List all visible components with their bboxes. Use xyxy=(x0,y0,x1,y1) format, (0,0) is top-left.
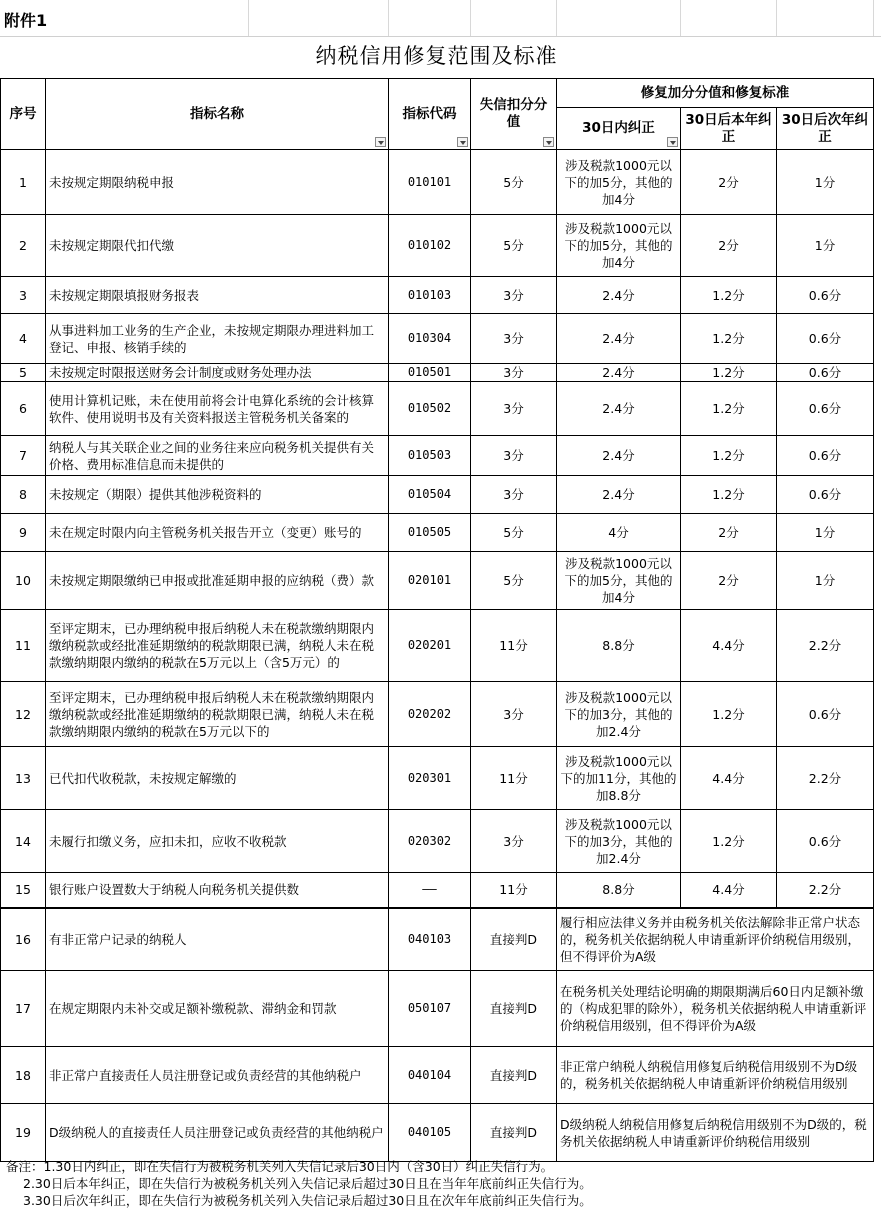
row-after30-same-year: 1.2分 xyxy=(681,436,777,476)
header-deduct-text: 失信扣分分值 xyxy=(479,97,548,130)
table-row xyxy=(1,610,874,682)
row-after30-next-year: 1分 xyxy=(777,215,874,277)
row-indicator-code: 010504 xyxy=(389,476,471,514)
row-after30-same-year: 1.2分 xyxy=(681,476,777,514)
row-seq: 2 xyxy=(1,215,46,277)
filter-dropdown-icon[interactable] xyxy=(457,137,468,147)
table-row xyxy=(1,552,874,610)
table-row xyxy=(1,314,874,364)
row-deduct-score: 3分 xyxy=(471,682,557,747)
row-deduct-score: 3分 xyxy=(471,476,557,514)
table-row xyxy=(1,150,874,215)
row-after30-same-year: 1.2分 xyxy=(681,364,777,382)
notes xyxy=(6,1158,592,1209)
row-repair-standard: D级纳税人纳税信用修复后纳税信用级别不为D级的，税务机关依据纳税人申请重新评价纳税信用级别 xyxy=(557,1104,874,1162)
row-seq: 13 xyxy=(1,747,46,810)
note-line: 3.30日后次年纠正，即在失信行为被税务机关列入失信记录后超过30日且在次年年底前纠正失信行为。 xyxy=(23,1193,592,1208)
note-line: 备注：1.30日内纠正，即在失信行为被税务机关列入失信记录后30日内（含30日）纠正失信行为。 xyxy=(6,1159,554,1174)
row-indicator-code: —— xyxy=(389,873,471,908)
row-within30: 2.4分 xyxy=(557,476,681,514)
row-indicator-code: 020302 xyxy=(389,810,471,873)
row-indicator-name: 在规定期限内未补交或足额补缴税款、滞纳金和罚款 xyxy=(46,971,389,1047)
row-indicator-name: 未按规定（期限）提供其他涉税资料的 xyxy=(46,476,389,514)
row-indicator-code: 050107 xyxy=(389,971,471,1047)
header-deduct xyxy=(471,79,557,150)
row-after30-same-year: 2分 xyxy=(681,150,777,215)
row-after30-same-year: 2分 xyxy=(681,215,777,277)
row-after30-same-year: 2分 xyxy=(681,552,777,610)
row-seq: 5 xyxy=(1,364,46,382)
row-deduct-score: 直接判D xyxy=(471,1047,557,1104)
row-after30-same-year: 4.4分 xyxy=(681,873,777,908)
row-seq: 8 xyxy=(1,476,46,514)
table-row xyxy=(1,382,874,436)
row-seq: 9 xyxy=(1,514,46,552)
table-row xyxy=(1,1104,874,1162)
table-row xyxy=(1,873,874,908)
row-after30-same-year: 4.4分 xyxy=(681,747,777,810)
sheet-cell xyxy=(556,0,681,36)
table-row xyxy=(1,682,874,747)
row-after30-next-year: 2.2分 xyxy=(777,873,874,908)
row-indicator-code: 020301 xyxy=(389,747,471,810)
row-repair-standard: 在税务机关处理结论明确的期限期满后60日内足额补缴的（构成犯罪的除外），税务机关依据纳税人申请重新评价纳税信用级别，但不得评价为A级 xyxy=(557,971,874,1047)
row-seq: 3 xyxy=(1,277,46,314)
row-after30-same-year: 4.4分 xyxy=(681,610,777,682)
row-after30-same-year: 1.2分 xyxy=(681,382,777,436)
row-deduct-score: 直接判D xyxy=(471,971,557,1047)
row-deduct-score: 5分 xyxy=(471,552,557,610)
row-within30: 2.4分 xyxy=(557,382,681,436)
row-after30-same-year: 1.2分 xyxy=(681,277,777,314)
header-code-text: 指标代码 xyxy=(402,105,457,122)
row-after30-next-year: 0.6分 xyxy=(777,364,874,382)
row-indicator-code: 040105 xyxy=(389,1104,471,1162)
header-seq: 序号 xyxy=(1,79,46,150)
row-seq: 12 xyxy=(1,682,46,747)
row-within30: 2.4分 xyxy=(557,277,681,314)
row-seq: 16 xyxy=(1,908,46,971)
row-within30: 2.4分 xyxy=(557,436,681,476)
filter-dropdown-icon[interactable] xyxy=(375,137,386,147)
row-seq: 11 xyxy=(1,610,46,682)
filter-dropdown-icon[interactable] xyxy=(667,137,678,147)
row-seq: 14 xyxy=(1,810,46,873)
row-after30-next-year: 2.2分 xyxy=(777,747,874,810)
row-indicator-code: 010304 xyxy=(389,314,471,364)
row-within30: 4分 xyxy=(557,514,681,552)
header-after30-same-year: 30日后本年纠正 xyxy=(681,108,777,150)
table-row xyxy=(1,747,874,810)
table-row xyxy=(1,1047,874,1104)
row-after30-next-year: 0.6分 xyxy=(777,682,874,747)
row-seq: 18 xyxy=(1,1047,46,1104)
header-after30-next-year: 30日后次年纠正 xyxy=(777,108,874,150)
table-row xyxy=(1,436,874,476)
row-indicator-code: 010501 xyxy=(389,364,471,382)
row-deduct-score: 直接判D xyxy=(471,908,557,971)
row-after30-same-year: 1.2分 xyxy=(681,314,777,364)
sheet-cell xyxy=(680,0,777,36)
sheet-cell xyxy=(388,0,471,36)
row-indicator-name: 已代扣代收税款，未按规定解缴的 xyxy=(46,747,389,810)
row-indicator-code: 010101 xyxy=(389,150,471,215)
row-indicator-code: 020101 xyxy=(389,552,471,610)
row-after30-next-year: 2.2分 xyxy=(777,610,874,682)
row-deduct-score: 3分 xyxy=(471,364,557,382)
note-line: 2.30日后本年纠正，即在失信行为被税务机关列入失信记录后超过30日且在当年年底前纠正失信行为。 xyxy=(23,1176,592,1191)
header-within30-text: 30日内纠正 xyxy=(582,120,655,136)
row-seq: 1 xyxy=(1,150,46,215)
row-after30-same-year: 1.2分 xyxy=(681,682,777,747)
header-within30 xyxy=(557,108,681,150)
table-row xyxy=(1,277,874,314)
row-within30: 涉及税款1000元以下的加11分，其他的加8.8分 xyxy=(557,747,681,810)
row-indicator-name: 银行账户设置数大于纳税人向税务机关提供数 xyxy=(46,873,389,908)
row-within30: 8.8分 xyxy=(557,873,681,908)
row-indicator-name: D级纳税人的直接责任人员注册登记或负责经营的其他纳税户 xyxy=(46,1104,389,1162)
row-deduct-score: 11分 xyxy=(471,747,557,810)
row-indicator-code: 040103 xyxy=(389,908,471,971)
sheet-cell xyxy=(776,0,874,36)
row-within30: 2.4分 xyxy=(557,314,681,364)
table-row xyxy=(1,908,874,971)
row-indicator-code: 010502 xyxy=(389,382,471,436)
table-row xyxy=(1,476,874,514)
row-seq: 19 xyxy=(1,1104,46,1162)
row-repair-standard: 非正常户纳税人纳税信用修复后纳税信用级别不为D级的，税务机关依据纳税人申请重新评价纳税信用级别 xyxy=(557,1047,874,1104)
row-indicator-name: 使用计算机记账，未在使用前将会计电算化系统的会计核算软件、使用说明书及有关资料报送主管税务机关备案的 xyxy=(46,382,389,436)
row-within30: 涉及税款1000元以下的加3分，其他的加2.4分 xyxy=(557,810,681,873)
row-indicator-code: 010505 xyxy=(389,514,471,552)
row-deduct-score: 3分 xyxy=(471,314,557,364)
table-row xyxy=(1,364,874,382)
row-deduct-score: 5分 xyxy=(471,150,557,215)
row-seq: 15 xyxy=(1,873,46,908)
header-name xyxy=(46,79,389,150)
row-after30-same-year: 1.2分 xyxy=(681,810,777,873)
header-repair-group: 修复加分分值和修复标准 xyxy=(557,79,874,108)
row-indicator-code: 040104 xyxy=(389,1047,471,1104)
row-deduct-score: 3分 xyxy=(471,436,557,476)
row-after30-same-year: 2分 xyxy=(681,514,777,552)
table-row xyxy=(1,514,874,552)
row-indicator-code: 010102 xyxy=(389,215,471,277)
row-indicator-name: 未履行扣缴义务，应扣未扣，应收不收税款 xyxy=(46,810,389,873)
table-row xyxy=(1,810,874,873)
row-seq: 7 xyxy=(1,436,46,476)
row-after30-next-year: 1分 xyxy=(777,514,874,552)
row-indicator-name: 未按规定期限代扣代缴 xyxy=(46,215,389,277)
row-indicator-name: 未按规定期限缴纳已申报或批准延期申报的应纳税（费）款 xyxy=(46,552,389,610)
header-code xyxy=(389,79,471,150)
repair-standards-table xyxy=(0,78,874,1162)
sheet-top-row xyxy=(0,0,881,37)
row-seq: 6 xyxy=(1,382,46,436)
filter-dropdown-icon[interactable] xyxy=(543,137,554,147)
row-indicator-name: 至评定期末，已办理纳税申报后纳税人未在税款缴纳期限内缴纳税款或经批准延期缴纳的税款期限已满，纳税人未在税款缴纳期限内缴纳的税款在5万元以上（含5万元）的 xyxy=(46,610,389,682)
row-deduct-score: 3分 xyxy=(471,277,557,314)
sheet-cell xyxy=(470,0,557,36)
row-within30: 涉及税款1000元以下的加5分，其他的加4分 xyxy=(557,215,681,277)
row-deduct-score: 5分 xyxy=(471,514,557,552)
row-indicator-name: 未在规定时限内向主管税务机关报告开立（变更）账号的 xyxy=(46,514,389,552)
row-indicator-code: 010103 xyxy=(389,277,471,314)
row-deduct-score: 11分 xyxy=(471,610,557,682)
row-after30-next-year: 1分 xyxy=(777,552,874,610)
row-indicator-name: 纳税人与其关联企业之间的业务往来应向税务机关提供有关价格、费用标准信息而未提供的 xyxy=(46,436,389,476)
row-seq: 4 xyxy=(1,314,46,364)
row-after30-next-year: 0.6分 xyxy=(777,382,874,436)
row-after30-next-year: 0.6分 xyxy=(777,277,874,314)
header-name-text: 指标名称 xyxy=(190,105,244,122)
row-after30-next-year: 0.6分 xyxy=(777,810,874,873)
row-repair-standard: 履行相应法律义务并由税务机关依法解除非正常户状态的，税务机关依据纳税人申请重新评价纳税信用级别，但不得评价为A级 xyxy=(557,908,874,971)
row-after30-next-year: 0.6分 xyxy=(777,436,874,476)
table-row xyxy=(1,971,874,1047)
row-indicator-code: 010503 xyxy=(389,436,471,476)
row-seq: 10 xyxy=(1,552,46,610)
row-indicator-name: 至评定期末，已办理纳税申报后纳税人未在税款缴纳期限内缴纳税款或经批准延期缴纳的税款期限已满，纳税人未在税款缴纳期限内缴纳的税款在5万元以下的 xyxy=(46,682,389,747)
row-deduct-score: 直接判D xyxy=(471,1104,557,1162)
row-within30: 涉及税款1000元以下的加5分，其他的加4分 xyxy=(557,150,681,215)
row-indicator-name: 从事进料加工业务的生产企业，未按规定期限办理进料加工登记、申报、核销手续的 xyxy=(46,314,389,364)
row-within30: 涉及税款1000元以下的加3分，其他的加2.4分 xyxy=(557,682,681,747)
row-indicator-name: 非正常户直接责任人员注册登记或负责经营的其他纳税户 xyxy=(46,1047,389,1104)
row-deduct-score: 3分 xyxy=(471,382,557,436)
table-row xyxy=(1,215,874,277)
row-after30-next-year: 0.6分 xyxy=(777,476,874,514)
row-deduct-score: 5分 xyxy=(471,215,557,277)
row-indicator-name: 未按规定期限填报财务报表 xyxy=(46,277,389,314)
row-indicator-name: 有非正常户记录的纳税人 xyxy=(46,908,389,971)
row-seq: 17 xyxy=(1,971,46,1047)
row-indicator-name: 未按规定期限纳税申报 xyxy=(46,150,389,215)
row-within30: 2.4分 xyxy=(557,364,681,382)
attachment-label: 附件1 xyxy=(4,11,48,30)
row-deduct-score: 11分 xyxy=(471,873,557,908)
row-within30: 涉及税款1000元以下的加5分，其他的加4分 xyxy=(557,552,681,610)
row-indicator-name: 未按规定时限报送财务会计制度或财务处理办法 xyxy=(46,364,389,382)
sheet-cell xyxy=(248,0,389,36)
document-title: 纳税信用修复范围及标准 xyxy=(315,44,558,68)
row-after30-next-year: 0.6分 xyxy=(777,314,874,364)
row-indicator-code: 020201 xyxy=(389,610,471,682)
row-indicator-code: 020202 xyxy=(389,682,471,747)
row-after30-next-year: 1分 xyxy=(777,150,874,215)
row-within30: 8.8分 xyxy=(557,610,681,682)
row-deduct-score: 3分 xyxy=(471,810,557,873)
